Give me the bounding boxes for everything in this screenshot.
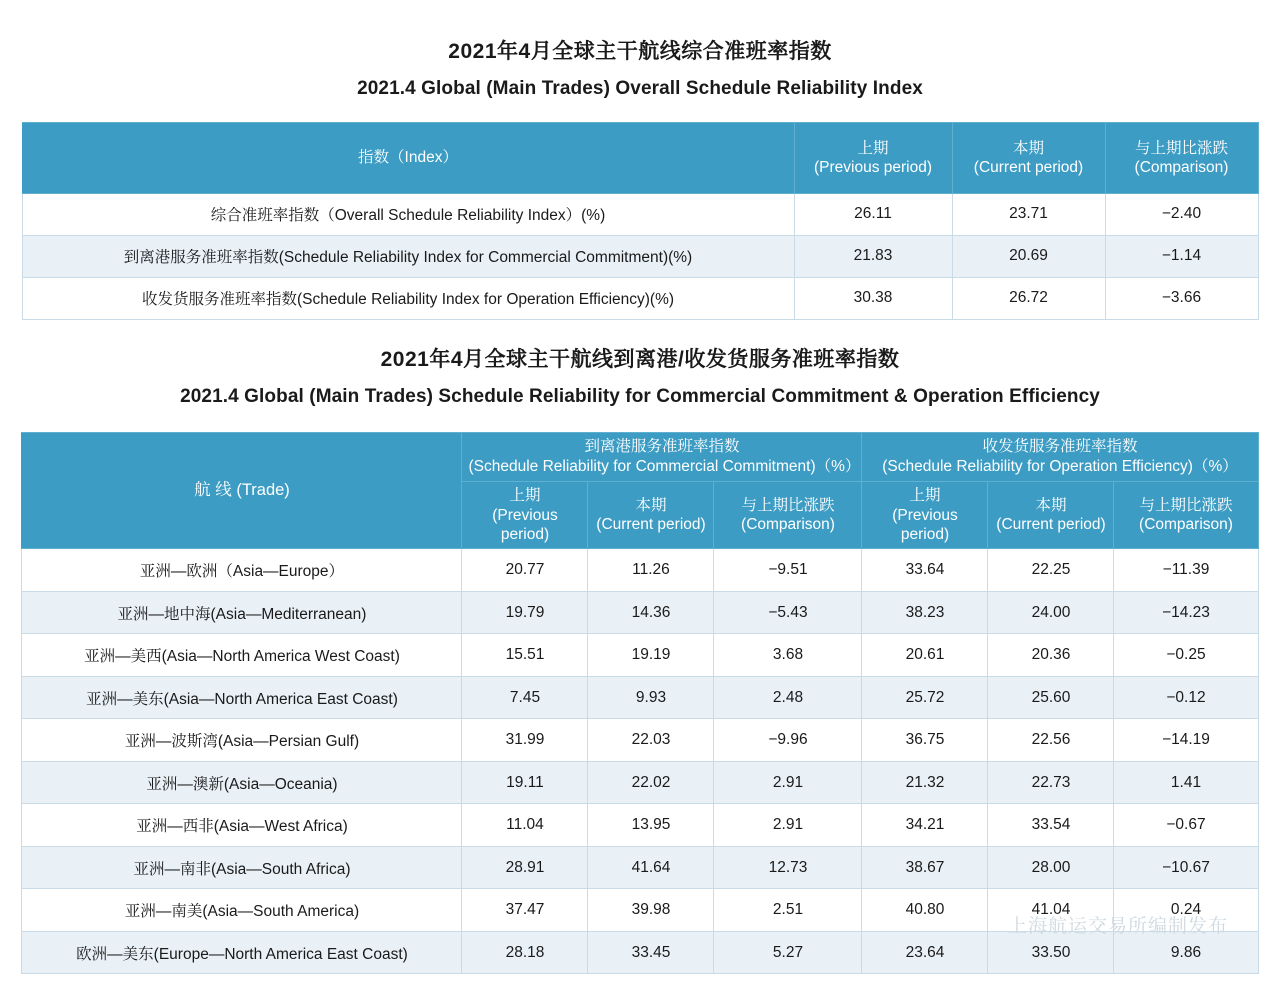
table2-row2-o-curr: 20.36 xyxy=(988,634,1114,677)
table-row xyxy=(22,889,1258,932)
table2-row6-c-cmp: 2.91 xyxy=(714,804,862,847)
table2-row5-c-cmp: 2.91 xyxy=(714,761,862,804)
table-row xyxy=(22,761,1258,804)
table1-row1-current: 20.69 xyxy=(952,235,1105,277)
table2-row9-o-prev: 23.64 xyxy=(862,931,988,974)
table1-header-current-en: (Current period) xyxy=(973,158,1084,176)
table2-row7-c-prev: 28.91 xyxy=(462,846,588,889)
table1-row0-current: 23.71 xyxy=(952,193,1105,235)
table2-header-group-commercial-cn: 到离港服务准班率指数 xyxy=(584,437,740,455)
table2-row9-trade: 欧洲—美东(Europe—North America East Coast) xyxy=(22,931,462,974)
table2-header-commercial-previous-cn: 上期 xyxy=(509,487,541,505)
table2-row8-o-curr: 41.04 xyxy=(988,889,1114,932)
table2-row4-o-cmp: −14.19 xyxy=(1114,719,1258,762)
table2-row2-trade: 亚洲—美西(Asia—North America West Coast) xyxy=(22,634,462,677)
table2-header-commercial-previous-en: (Previous period) xyxy=(492,506,558,543)
table2-row1-c-curr: 14.36 xyxy=(588,591,714,634)
table2-row0-o-cmp: −11.39 xyxy=(1114,549,1258,592)
table2-row9-c-prev: 28.18 xyxy=(462,931,588,974)
table2-row8-o-cmp: 0.24 xyxy=(1114,889,1258,932)
table2-row5-o-prev: 21.32 xyxy=(862,761,988,804)
table2-row6-o-prev: 34.21 xyxy=(862,804,988,847)
table1-header-comparison-en: (Comparison) xyxy=(1134,158,1229,176)
table2-row5-c-prev: 19.11 xyxy=(462,761,588,804)
table-row xyxy=(22,235,1258,277)
table1-row2-current: 26.72 xyxy=(952,277,1105,319)
publisher-watermark: 上海航运交易所编制发布 xyxy=(1007,916,1228,937)
table2-row9-c-cmp: 5.27 xyxy=(714,931,862,974)
table-row xyxy=(22,804,1258,847)
table2-row8-c-prev: 37.47 xyxy=(462,889,588,932)
overall-reliability-table xyxy=(22,122,1259,320)
table1-header-current xyxy=(952,122,1105,193)
section2-title-block xyxy=(0,320,1280,410)
table1-row2-previous: 30.38 xyxy=(794,277,952,319)
table-row xyxy=(22,931,1258,974)
table2-row6-c-curr: 13.95 xyxy=(588,804,714,847)
table2-row5-c-curr: 22.02 xyxy=(588,761,714,804)
table2-header-commercial-comparison xyxy=(714,482,862,549)
table2-row7-c-curr: 41.64 xyxy=(588,846,714,889)
table2-row2-c-prev: 15.51 xyxy=(462,634,588,677)
table1-header-comparison-cn: 与上期比涨跌 xyxy=(1134,139,1228,157)
trade-reliability-table xyxy=(21,432,1258,974)
table1-row1-comparison: −1.14 xyxy=(1105,235,1258,277)
table-row xyxy=(22,634,1258,677)
table1-header-row xyxy=(22,122,1258,193)
table2-row6-o-curr: 33.54 xyxy=(988,804,1114,847)
table2-header-group-commercial xyxy=(462,432,862,481)
table2-row1-o-curr: 24.00 xyxy=(988,591,1114,634)
table2-row4-o-curr: 22.56 xyxy=(988,719,1114,762)
table-row xyxy=(22,676,1258,719)
table2-row4-trade: 亚洲—波斯湾(Asia—Persian Gulf) xyxy=(22,719,462,762)
table2-row2-c-cmp: 3.68 xyxy=(714,634,862,677)
table2-row3-c-prev: 7.45 xyxy=(462,676,588,719)
table2-row1-c-cmp: −5.43 xyxy=(714,591,862,634)
table2-header-operation-current xyxy=(988,482,1114,549)
table2-row7-o-curr: 28.00 xyxy=(988,846,1114,889)
table2-row8-trade: 亚洲—南美(Asia—South America) xyxy=(22,889,462,932)
table2-row7-o-prev: 38.67 xyxy=(862,846,988,889)
table2-row1-trade: 亚洲—地中海(Asia—Mediterranean) xyxy=(22,591,462,634)
table2-header-group-operation xyxy=(862,432,1258,481)
table-row xyxy=(22,193,1258,235)
table2-row0-c-cmp: −9.51 xyxy=(714,549,862,592)
table2-row7-c-cmp: 12.73 xyxy=(714,846,862,889)
section2-title-en: 2021.4 Global (Main Trades) Schedule Reliability for Commercial Commitment & Operation Efficiency xyxy=(180,386,1100,408)
table2-row5-o-curr: 22.73 xyxy=(988,761,1114,804)
table2-row5-o-cmp: 1.41 xyxy=(1114,761,1258,804)
section2-title-cn: 2021年4月全球主干航线到离港/收发货服务准班率指数 xyxy=(380,347,900,371)
table2-row3-o-cmp: −0.12 xyxy=(1114,676,1258,719)
table-row xyxy=(22,277,1258,319)
table1-header-previous-en: (Previous period) xyxy=(813,158,933,176)
table2-row8-c-curr: 39.98 xyxy=(588,889,714,932)
table2-header-group-operation-en: (Schedule Reliability for Operation Efficiency)（%） xyxy=(882,458,1238,476)
table2-header-commercial-previous xyxy=(462,482,588,549)
table2-row3-o-curr: 25.60 xyxy=(988,676,1114,719)
table2-row4-c-cmp: −9.96 xyxy=(714,719,862,762)
table2-row4-c-curr: 22.03 xyxy=(588,719,714,762)
table2-row3-trade: 亚洲—美东(Asia—North America East Coast) xyxy=(22,676,462,719)
table2-row0-c-curr: 11.26 xyxy=(588,549,714,592)
table2-row0-c-prev: 20.77 xyxy=(462,549,588,592)
table2-header-commercial-current xyxy=(588,482,714,549)
table2-row8-o-prev: 40.80 xyxy=(862,889,988,932)
table1-header-comparison xyxy=(1105,122,1258,193)
table2-header-operation-previous xyxy=(862,482,988,549)
table2-row1-o-cmp: −14.23 xyxy=(1114,591,1258,634)
table2-row1-c-prev: 19.79 xyxy=(462,591,588,634)
table2-header-operation-current-en: (Current period) xyxy=(996,516,1106,534)
table2-header-commercial-current-en: (Current period) xyxy=(596,516,706,534)
table2-row1-o-prev: 38.23 xyxy=(862,591,988,634)
table2-header-row-groups xyxy=(22,432,1258,481)
table1-row0-previous: 26.11 xyxy=(794,193,952,235)
table-row xyxy=(22,549,1258,592)
table2-row6-c-prev: 11.04 xyxy=(462,804,588,847)
table2-header-commercial-current-cn: 本期 xyxy=(635,496,667,514)
table2-row0-o-curr: 22.25 xyxy=(988,549,1114,592)
table2-header-operation-comparison-en: (Comparison) xyxy=(1139,516,1233,534)
table2-row6-trade: 亚洲—西非(Asia—West Africa) xyxy=(22,804,462,847)
table1-header-previous-cn: 上期 xyxy=(857,139,889,157)
table2-header-operation-comparison xyxy=(1114,482,1258,549)
table2-header-trade: 航 线 (Trade) xyxy=(22,432,462,548)
table1-row0-name: 综合准班率指数（Overall Schedule Reliability Index）(%) xyxy=(22,193,794,235)
table2-row7-trade: 亚洲—南非(Asia—South Africa) xyxy=(22,846,462,889)
table1-row2-comparison: −3.66 xyxy=(1105,277,1258,319)
table2-row2-c-curr: 19.19 xyxy=(588,634,714,677)
table1-row2-name: 收发货服务准班率指数(Schedule Reliability Index for Operation Efficiency)(%) xyxy=(22,277,794,319)
section1-title-en: 2021.4 Global (Main Trades) Overall Schedule Reliability Index xyxy=(357,78,923,100)
table1-header-index: 指数（Index） xyxy=(22,122,794,193)
table2-header-operation-previous-cn: 上期 xyxy=(909,487,941,505)
table2-row5-trade: 亚洲—澳新(Asia—Oceania) xyxy=(22,761,462,804)
table2-row0-trade: 亚洲—欧洲（Asia—Europe） xyxy=(22,549,462,592)
table2-row8-c-cmp: 2.51 xyxy=(714,889,862,932)
table-row xyxy=(22,846,1258,889)
table2-header-commercial-comparison-en: (Comparison) xyxy=(741,516,835,534)
table2-header-group-operation-cn: 收发货服务准班率指数 xyxy=(982,437,1138,455)
table2-row6-o-cmp: −0.67 xyxy=(1114,804,1258,847)
table1-header-current-cn: 本期 xyxy=(1012,139,1044,157)
table1-header-previous xyxy=(794,122,952,193)
table2-header-group-commercial-en: (Schedule Reliability for Commercial Commitment)（%） xyxy=(468,458,861,476)
table1-row0-comparison: −2.40 xyxy=(1105,193,1258,235)
table2-row9-o-curr: 33.50 xyxy=(988,931,1114,974)
table-row xyxy=(22,591,1258,634)
table-row xyxy=(22,719,1258,762)
table2-row2-o-cmp: −0.25 xyxy=(1114,634,1258,677)
table2-header-commercial-comparison-cn: 与上期比涨跌 xyxy=(741,496,835,514)
table2-row9-c-curr: 33.45 xyxy=(588,931,714,974)
table2-row3-o-prev: 25.72 xyxy=(862,676,988,719)
table2-row4-c-prev: 31.99 xyxy=(462,719,588,762)
table2-row7-o-cmp: −10.67 xyxy=(1114,846,1258,889)
table2-row0-o-prev: 33.64 xyxy=(862,549,988,592)
table2-header-operation-comparison-cn: 与上期比涨跌 xyxy=(1139,496,1233,514)
table1-row1-previous: 21.83 xyxy=(794,235,952,277)
table2-header-operation-current-cn: 本期 xyxy=(1035,496,1067,514)
section1-title-cn: 2021年4月全球主干航线综合准班率指数 xyxy=(448,40,832,63)
table2-row3-c-cmp: 2.48 xyxy=(714,676,862,719)
table2-row4-o-prev: 36.75 xyxy=(862,719,988,762)
section1-title-block xyxy=(0,0,1280,102)
table1-row1-name: 到离港服务准班率指数(Schedule Reliability Index for Commercial Commitment)(%) xyxy=(22,235,794,277)
table2-row3-c-curr: 9.93 xyxy=(588,676,714,719)
table2-header-operation-previous-en: (Previous period) xyxy=(892,506,958,543)
table2-row2-o-prev: 20.61 xyxy=(862,634,988,677)
table2-row9-o-cmp: 9.86 xyxy=(1114,931,1258,974)
